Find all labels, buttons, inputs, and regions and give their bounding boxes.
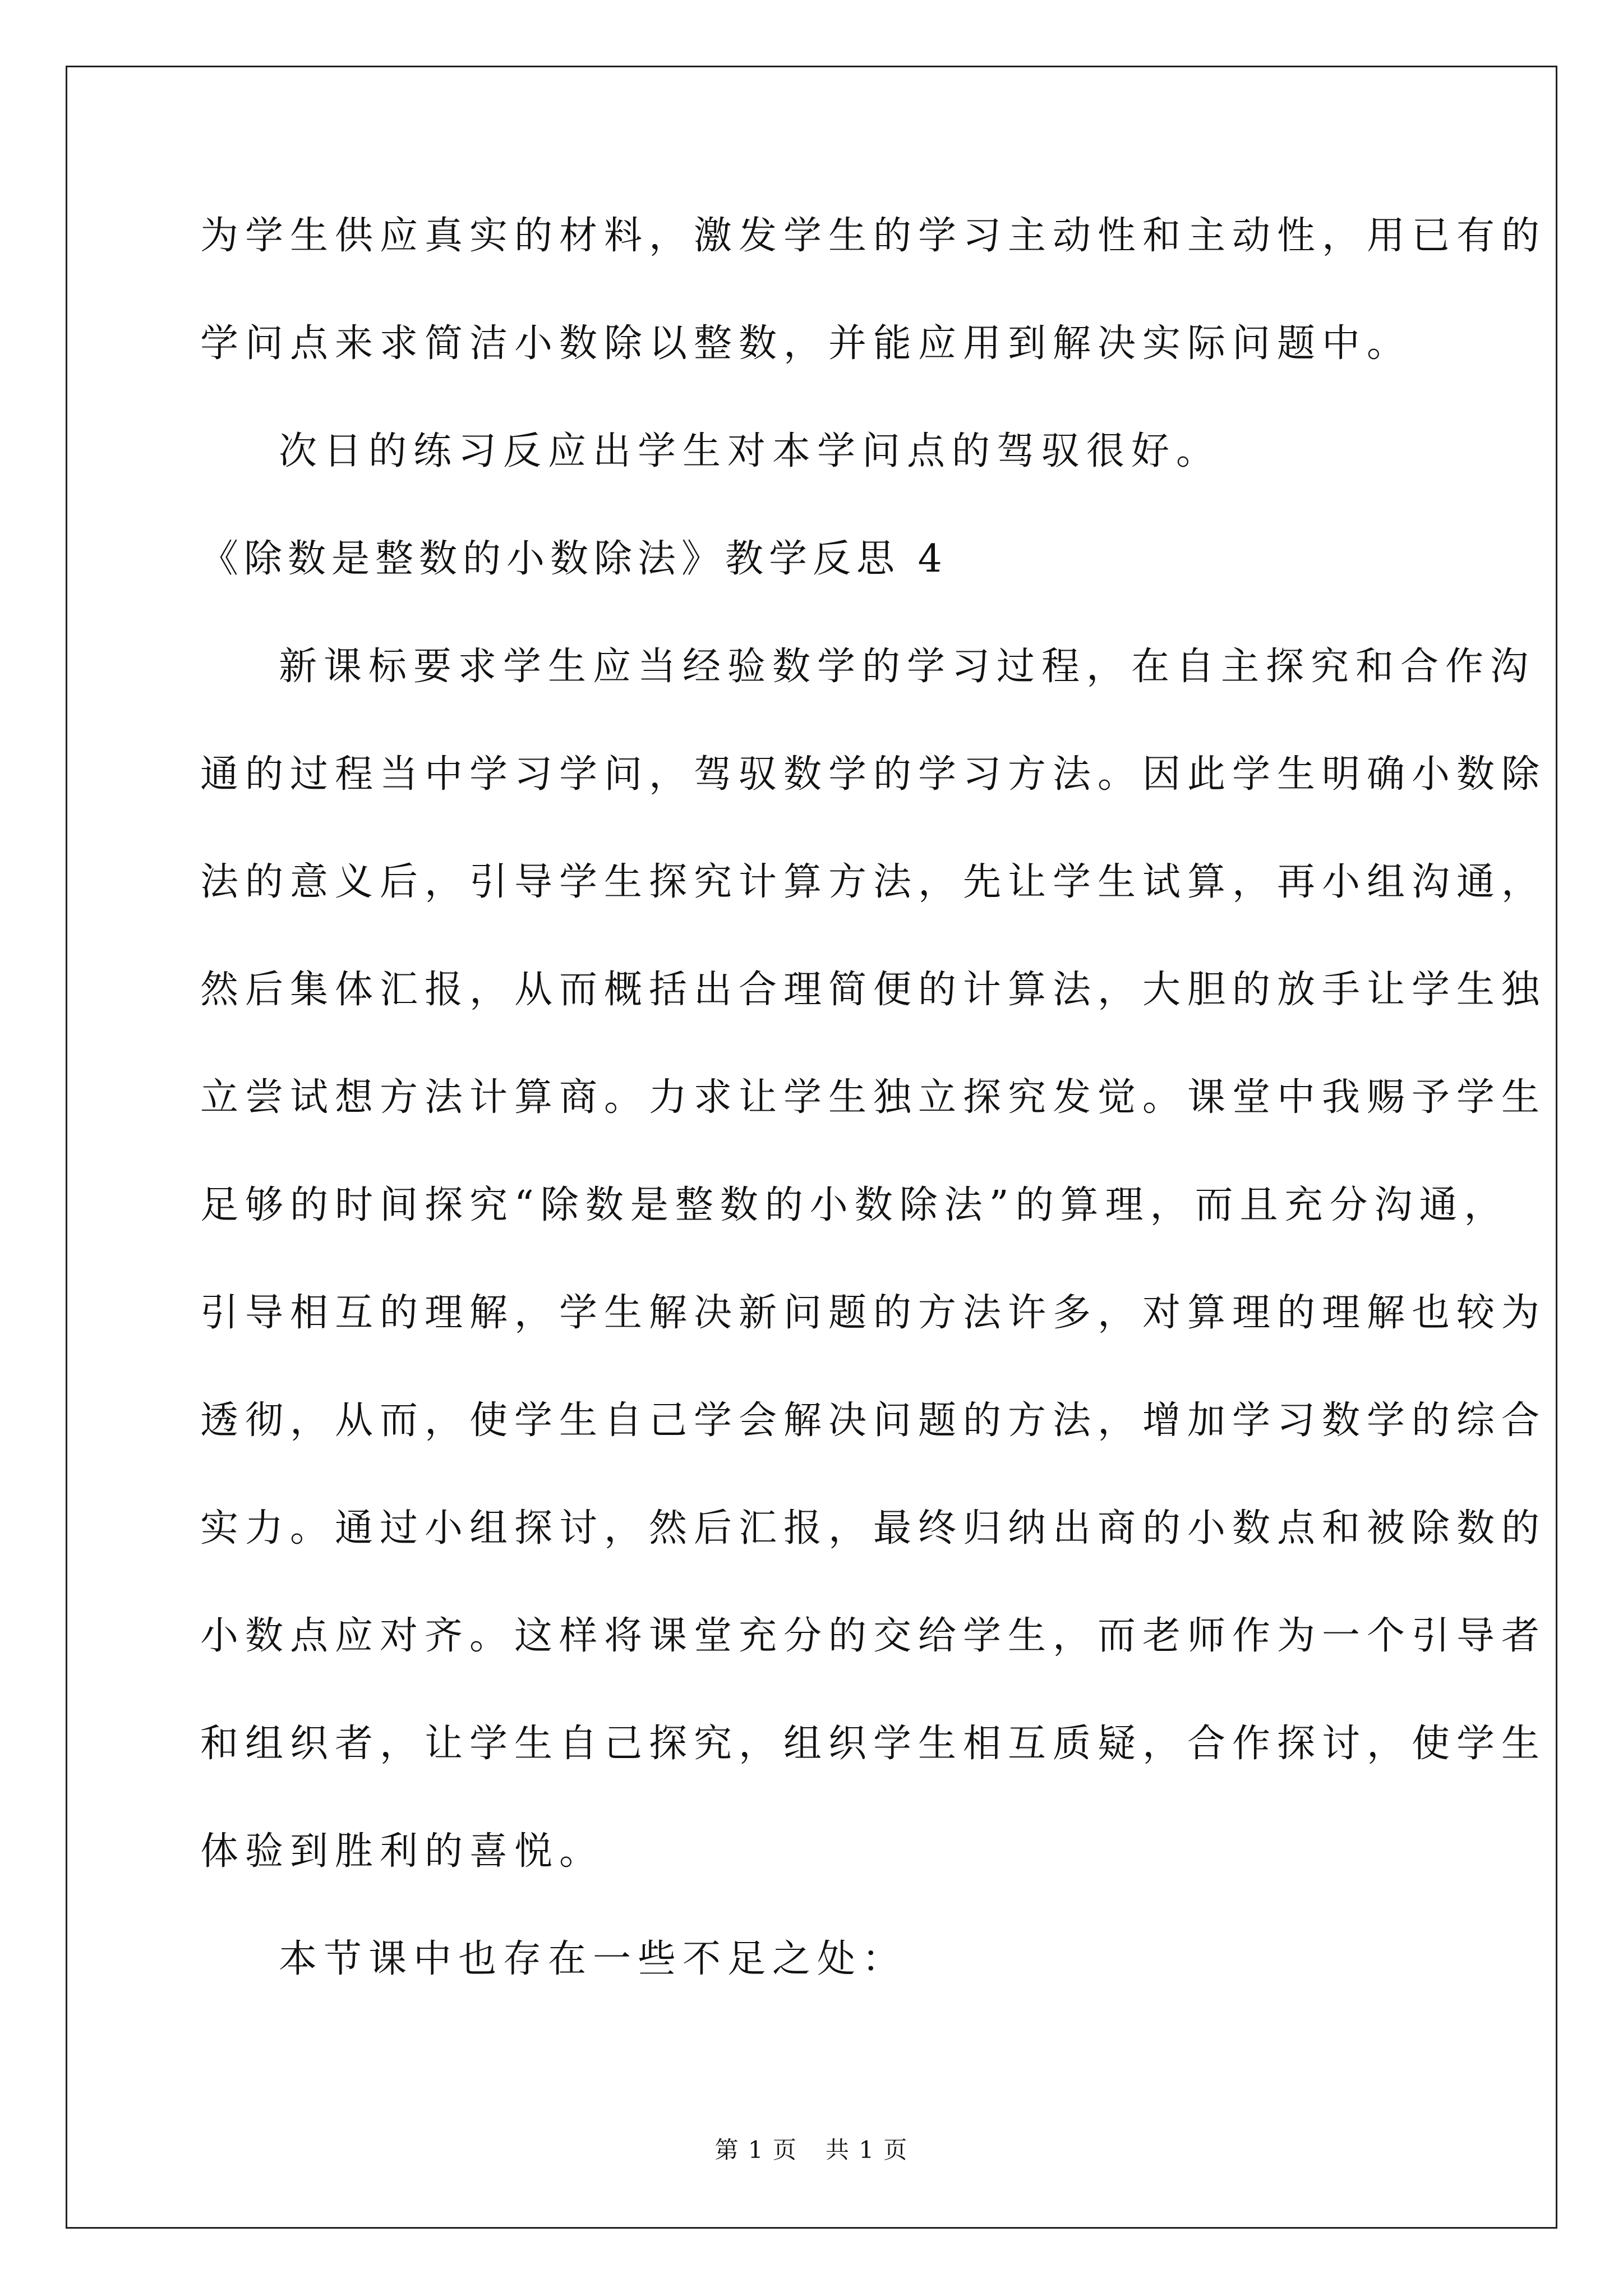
paragraph-4: 本节课中也存在一些不足之处： xyxy=(279,1937,907,1981)
text-line: 足够的时间探究“除数是整数的小数除法”的算理，而且充分沟通， xyxy=(200,1183,1509,1227)
paragraph-1 xyxy=(200,209,1547,371)
text-line: 新课标要求学生应当经验数学的学习过程，在自主探究和合作沟 xyxy=(279,645,1536,689)
text-line: 引导相互的理解，学生解决新问题的方法许多，对算理的理解也较为 xyxy=(200,1291,1547,1335)
text-line: 法的意义后，引导学生探究计算方法，先让学生试算，再小组沟通， xyxy=(200,860,1547,904)
paragraph-3 xyxy=(200,639,1547,1879)
text-line: 通的过程当中学习学问，驾驭数学的学习方法。因此学生明确小数除 xyxy=(200,752,1547,797)
document-body xyxy=(200,209,1547,1986)
text-line: 立尝试想方法计算商。力求让学生独立探究发觉。课堂中我赐予学生 xyxy=(200,1075,1547,1120)
text-line: 实力。通过小组探讨，然后汇报，最终归纳出商的小数点和被除数的 xyxy=(200,1506,1547,1550)
text-line: 然后集体汇报，从而概括出合理简便的计算法，大胆的放手让学生独 xyxy=(200,968,1547,1012)
text-line: 学问点来求简洁小数除以整数，并能应用到解决实际问题中。 xyxy=(200,321,1412,366)
text-line: 体验到胜利的喜悦。 xyxy=(200,1829,605,1874)
section-heading: 《除数是整数的小数除法》教学反思 4 xyxy=(200,537,948,581)
text-line: 小数点应对齐。这样将课堂充分的交给学生，而老师作为一个引导者 xyxy=(200,1614,1547,1658)
page-total: 共 1 页 xyxy=(826,2136,909,2164)
text-line: 透彻，从而，使学生自己学会解决问题的方法，增加学习数学的综合 xyxy=(200,1398,1547,1443)
paragraph-2: 次日的练习反应出学生对本学问点的驾驭很好。 xyxy=(279,429,1221,473)
page-footer xyxy=(0,2134,1623,2166)
text-line: 和组织者，让学生自己探究，组织学生相互质疑，合作探讨，使学生 xyxy=(200,1722,1547,1766)
text-line: 为学生供应真实的材料，激发学生的学习主动性和主动性，用已有的 xyxy=(200,214,1547,258)
page-number: 第 1 页 xyxy=(714,2136,797,2164)
